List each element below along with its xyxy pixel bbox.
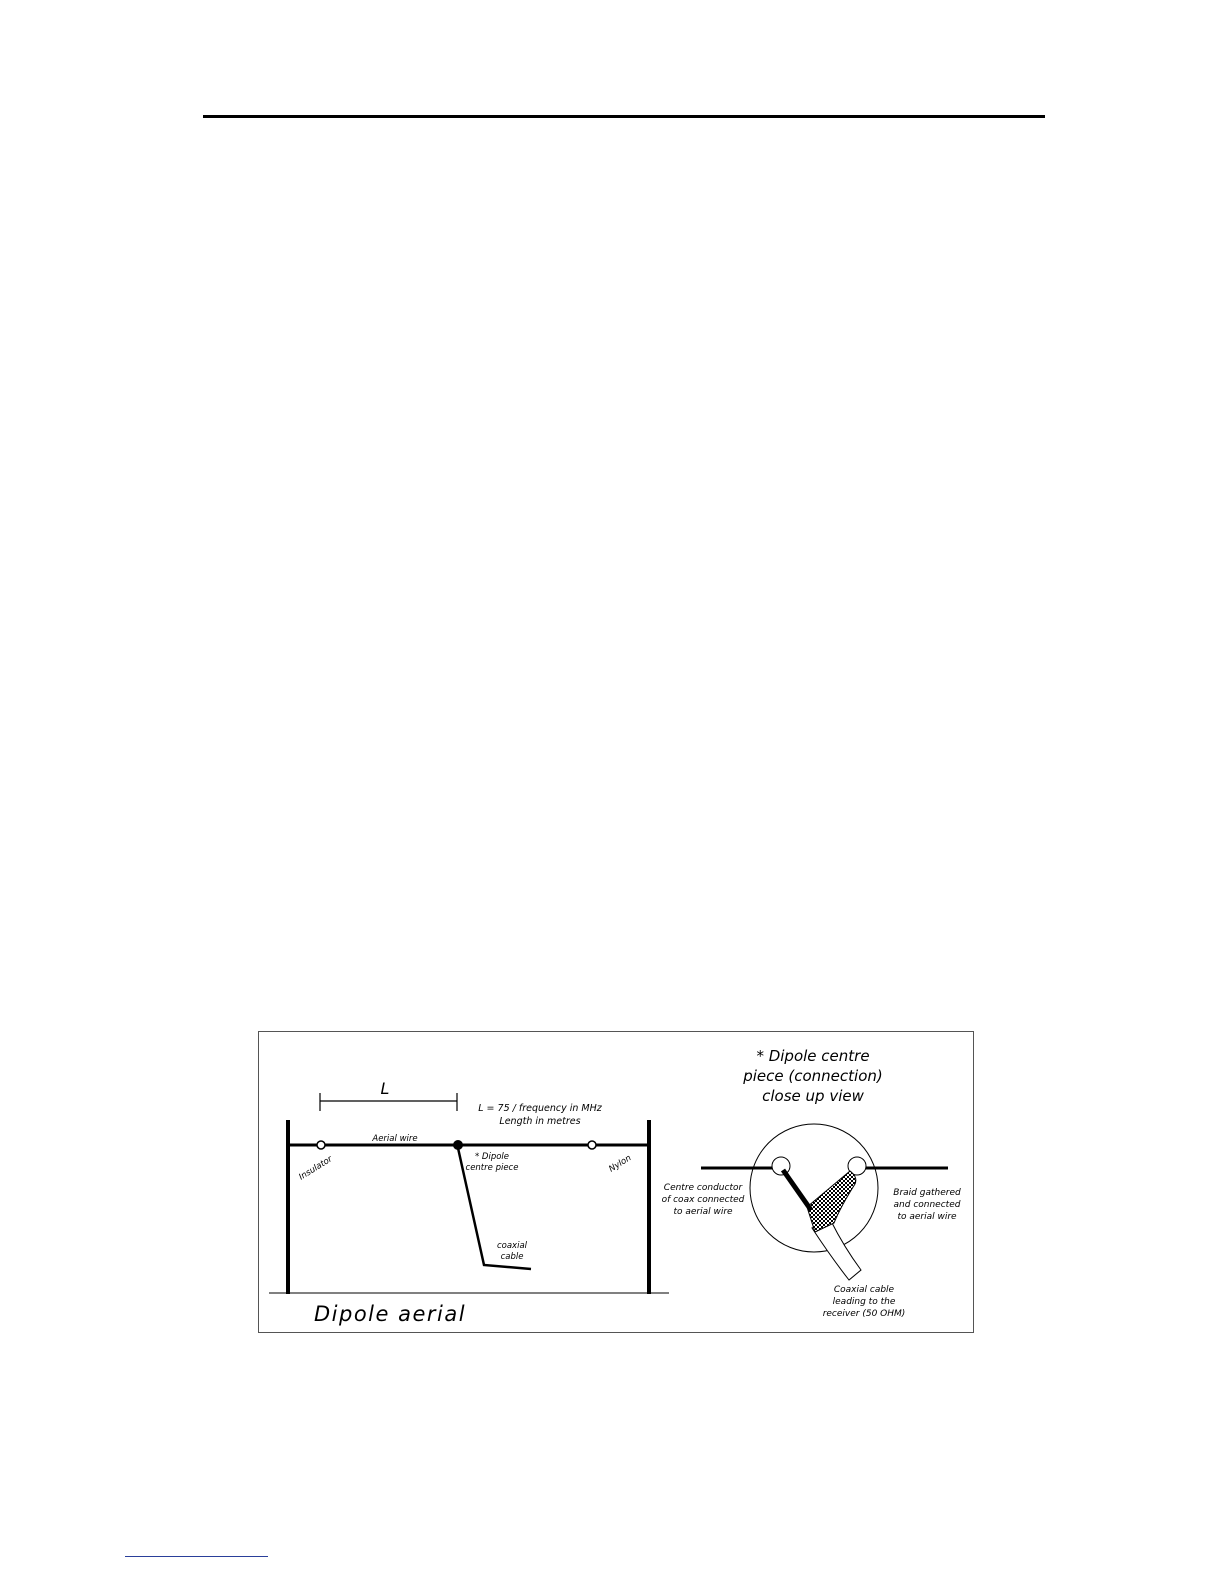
insulator-right: [588, 1141, 596, 1149]
insulator-left: [317, 1141, 325, 1149]
left-note-3: to aerial wire: [673, 1207, 733, 1217]
aerial-wire-label: Aerial wire: [372, 1134, 418, 1144]
formula-line-2: Length in metres: [499, 1116, 581, 1127]
dipole-aerial-caption: Dipole aerial: [314, 1302, 467, 1326]
nylon-label: Nylon: [607, 1153, 634, 1175]
dipole-aerial-drawing: [269, 1079, 669, 1326]
coax-label-1: coaxial: [496, 1241, 528, 1251]
centre-conductor: [783, 1170, 811, 1210]
closeup-title-2: piece (connection): [743, 1067, 883, 1085]
right-note-1: Braid gathered: [893, 1188, 961, 1198]
coax-label-2: cable: [500, 1252, 524, 1262]
right-note-2: and connected: [893, 1200, 961, 1210]
insulator-label: Insulator: [297, 1154, 335, 1183]
braid: [807, 1171, 856, 1232]
header-rule: [203, 115, 1045, 118]
centre-piece-label-2: centre piece: [465, 1163, 519, 1173]
dipole-diagram-svg: [259, 1032, 975, 1334]
footnote-rule: [125, 1556, 268, 1557]
left-note-2: of coax connected: [661, 1195, 745, 1205]
bottom-note-1: Coaxial cable: [833, 1285, 895, 1295]
closeup-title-3: close up view: [762, 1087, 864, 1105]
right-note-3: to aerial wire: [897, 1212, 957, 1222]
centre-piece-label-1: * Dipole: [474, 1152, 510, 1162]
bottom-note-3: receiver (50 OHM): [822, 1309, 906, 1319]
formula-line-1: L = 75 / frequency in MHz: [478, 1103, 602, 1114]
length-symbol: L: [380, 1079, 390, 1098]
dipole-aerial-figure: [258, 1031, 974, 1333]
closeup-circle: [750, 1124, 878, 1252]
closeup-title-1: * Dipole centre: [756, 1047, 870, 1065]
centre-piece-closeup: [662, 1047, 961, 1319]
left-note-1: Centre conductor: [663, 1183, 743, 1193]
bottom-note-2: leading to the: [832, 1297, 896, 1307]
